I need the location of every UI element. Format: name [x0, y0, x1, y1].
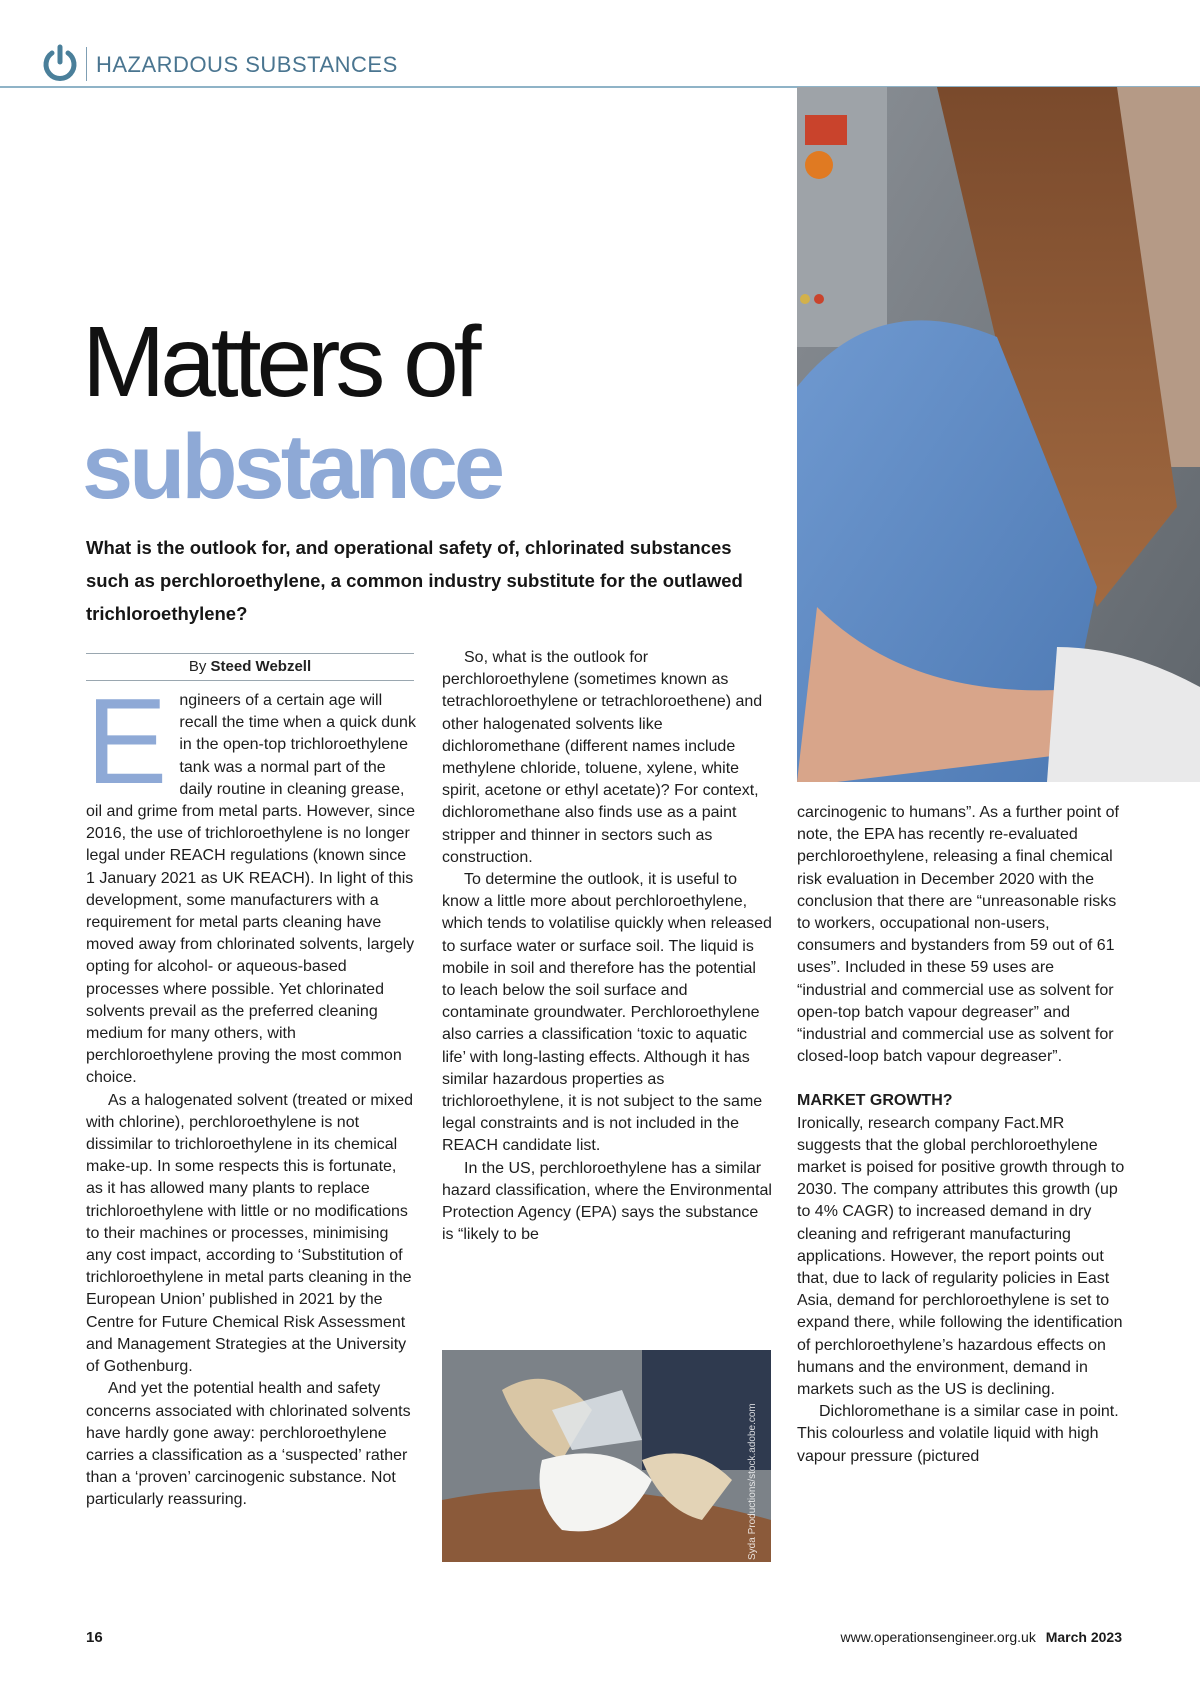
inline-photo-cleaning-gloves [442, 1350, 771, 1562]
article-column-2 [442, 647, 772, 1246]
column3-paragraph-1: carcinogenic to humans”. As a further point of note, the EPA has recently re-evaluated perchloroethylene, releasing a final chemical risk evaluation in December 2020 with the conclusion that there are “unreasonable risks to workers, occupational non-users, consumers and bystanders from 59 out of 61 uses”. Included in these 59 uses are “industrial and commercial use as solvent for open-top batch vapour degreaser” and “industrial and commercial use as solvent for closed-loop batch vapour degreaser”. [797, 804, 1119, 1066]
column2-paragraph-2: To determine the outlook, it is useful to know a little more about perchloroethylene, which tends to volatilise quickly when released to surface water or surface soil. The liquid is mobile in soil and therefore has the potential to leach below the soil surface and contaminate groundwater. Perchloroethylene also carries a classification ‘toxic to aquatic life’ with long-lasting effects. Although it has similar hazardous properties as trichloroethylene, it is not subject to the same legal constraints and is not included in the REACH candidate list. [442, 871, 772, 1155]
byline-prefix: By [188, 658, 207, 675]
headline-line-1: Matters of [82, 306, 477, 418]
column1-paragraph-2: As a halogenated solvent (treated or mixed with chlorine), perchloroethylene is not dissimilar to trichloroethylene in its chemical make-up. In some respects this is fortunate, as it has allowed many plants to replace trichloroethylene with little or no modifications to their machines or processes, minimising any cost impact, according to ‘Substitution of trichloroethylene in metal parts cleaning in the European Union’ published in 2021 by the Centre for Future Chemical Risk Assessment and Management Strategies at the University of Gothenburg. [86, 1091, 414, 1376]
headline-line-2: substance [82, 416, 502, 518]
byline-author: Steed Webzell [210, 658, 312, 675]
column3-paragraph-2: Ironically, research company Fact.MR suggests that the global perchloroethylene market is poised for positive growth through to 2030. The company attributes this growth (up to 4% CAGR) to increased demand in dry cleaning and refrigerant manufacturing applications. However, the report points out that, due to lack of regularity policies in East Asia, demand for perchloroethylene is set to expand there, while following the identification of perchloroethylene’s hazardous effects on humans and the environment, demand in markets such as the US is declining. [797, 1114, 1125, 1399]
column3-paragraph-3: Dichloromethane is a similar case in point. This colourless and volatile liquid with high vapour pressure (pictured [797, 1403, 1119, 1465]
hero-photo-technician [797, 87, 1200, 782]
footer-issue-date: March 2023 [1045, 1629, 1122, 1645]
article-column-3 [797, 802, 1127, 1468]
column1-paragraph-1 [86, 673, 416, 1090]
standfirst: What is the outlook for, and operational safety of, chlorinated substances such as perchloroethylene, a common industry substitute for the outlawed trichloroethylene? [86, 537, 743, 624]
section-header [0, 0, 1200, 88]
column1-paragraph-3: And yet the potential health and safety concerns associated with chlorinated solvents have hardly gone away: perchloroethylene carries a classification as a ‘suspected’ rather than a ‘proven’ carcinogenic substance. Not particularly reassuring. [86, 1380, 411, 1509]
section-title: HAZARDOUS SUBSTANCES [96, 52, 398, 77]
article-column-1 [86, 673, 416, 1512]
photo-credit: Syda Productions/stock.adobe.com [747, 1403, 758, 1560]
column2-paragraph-1: So, what is the outlook for perchloroethylene (sometimes known as tetrachloroethylene or tetrachloroethene) and other halogenated solvents like dichloromethane (different names include methylene chloride, toluene, xylene, white spirit, acetone or ethyl acetate)? For context, dichloromethane also finds use as a paint stripper and thinner in sectors such as construction. [442, 649, 763, 866]
column1-paragraph-1-text: ngineers of a certain age will recall the time when a quick dunk in the open-top trichloroethylene tank was a normal part of the daily routine in cleaning grease, oil and grime from metal parts. However, since 2016, the use of trichloroethylene is no longer legal under REACH regulations (known since 1 January 2021 as UK REACH). In light of this development, some manufacturers with a requirement for metal parts cleaning have moved away from chlorinated solvents, largely opting for alcohol- or aqueous-based processes where possible. Yet chlorinated solvents prevail as the preferred cleaning medium for many others, with perchloroethylene proving the most common choice. [86, 692, 416, 1087]
subhead-market-growth: MARKET GROWTH? [797, 1092, 953, 1110]
column2-paragraph-3: In the US, perchloroethylene has a similar hazard classification, where the Environmental Protection Agency (EPA) says the substance is “likely to be [442, 1159, 772, 1244]
footer-website: www.operationsengineer.org.uk [840, 1629, 1036, 1645]
footer-info [840, 1629, 1122, 1645]
header-divider [86, 47, 87, 81]
power-icon [42, 44, 78, 82]
drop-cap: E [86, 673, 168, 809]
page-number: 16 [86, 1629, 103, 1646]
